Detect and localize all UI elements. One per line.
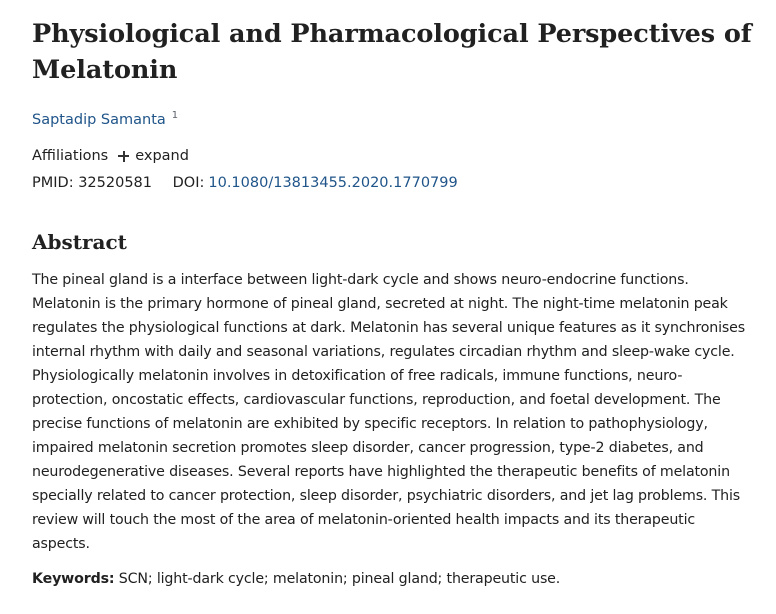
- doi-label: DOI:: [172, 175, 205, 191]
- keywords-value: SCN; light-dark cycle; melatonin; pineal gland; therapeutic use.: [118, 571, 561, 587]
- expand-label: expand: [135, 148, 189, 164]
- affiliations-row: [32, 145, 189, 167]
- pmid-label: PMID:: [32, 175, 74, 191]
- article-identifiers: [32, 172, 458, 194]
- keywords-row: [32, 568, 560, 590]
- abstract-text: The pineal gland is a interface between light-dark cycle and shows neuro-endocrine functions. Melatonin is the primary hormone of pineal gland, secreted at night. The night-time melatonin peak regulates the physiological functions at dark. Melatonin has several unique features as it synchronises internal rhythm with daily and seasonal variations, regulates circadian rhythm and sleep-wake cycle. Physiologically melatonin involves in detoxification of free radicals, immune functions, neuro-protection, oncostatic effects, cardiovascular functions, reproduction, and foetal development. The precise functions of melatonin are exhibited by specific receptors. In relation to pathophysiology, impaired melatonin secretion promotes sleep disorder, cancer progression, type-2 diabetes, and neurodegenerative diseases. Several reports have highlighted the therapeutic benefits of melatonin specially related to cancer protection, sleep disorder, psychiatric disorders, and jet lag problems. This review will touch the most of the area of melatonin-oriented health impacts and its therapeutic aspects.: [32, 272, 745, 552]
- article-title: Physiological and Pharmacological Perspectives of Melatonin: [32, 19, 752, 85]
- abstract-heading: Abstract: [32, 230, 127, 254]
- pmid-value: 32520581: [78, 175, 153, 191]
- plus-icon: [118, 151, 129, 162]
- affiliations-label: Affiliations: [32, 148, 109, 164]
- author-link[interactable]: Saptadip Samanta: [32, 112, 166, 128]
- author-affiliation-ref[interactable]: 1: [171, 110, 179, 122]
- doi-link[interactable]: 10.1080/13813455.2020.1770799: [208, 175, 458, 191]
- affiliations-expand-button[interactable]: [118, 145, 189, 167]
- authors-list: [32, 109, 178, 131]
- keywords-label: Keywords:: [32, 571, 115, 587]
